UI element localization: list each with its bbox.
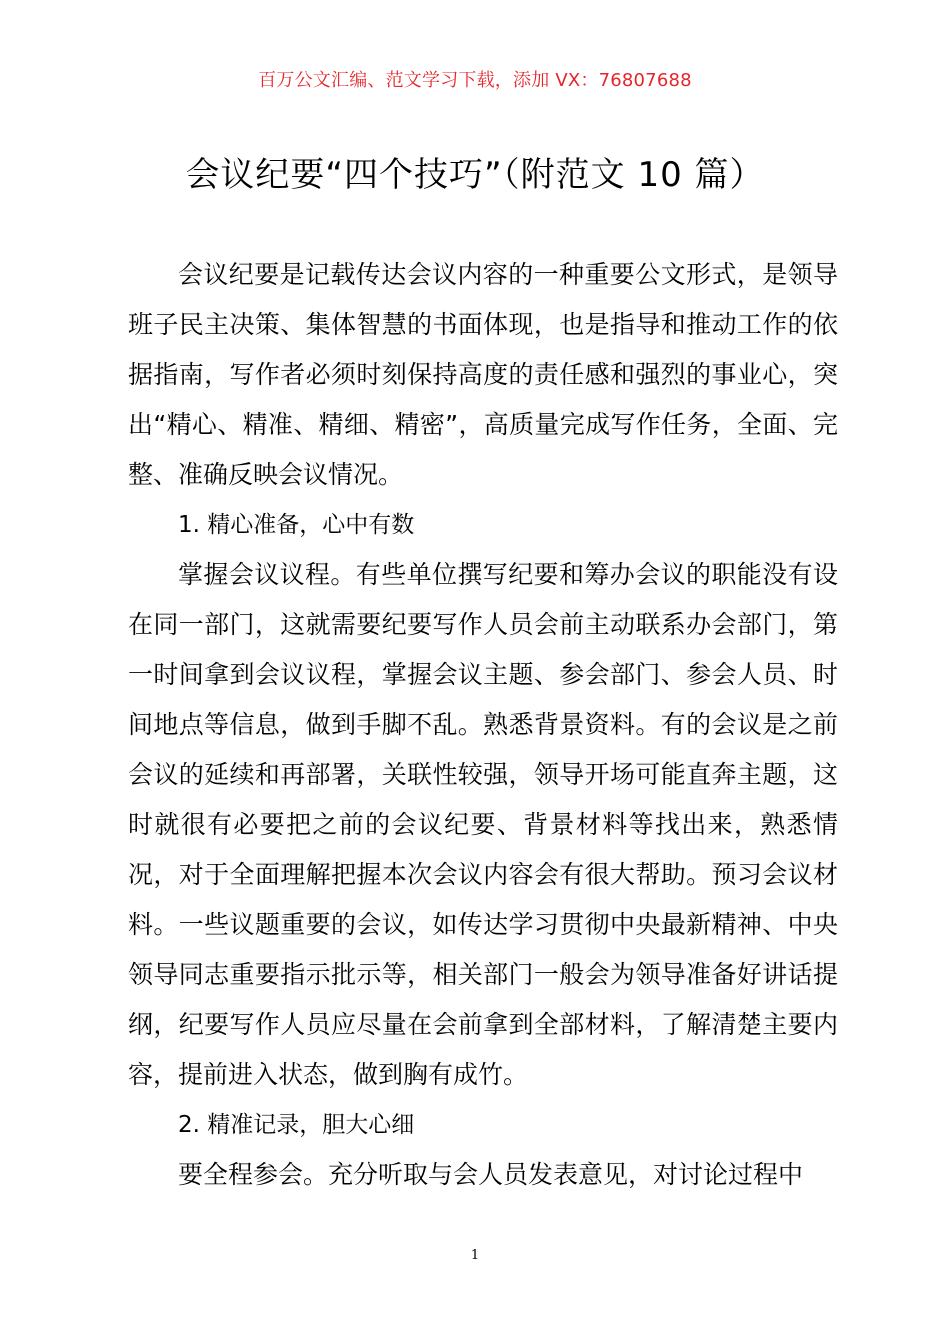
section-heading-2: 2. 精准记录，胆大心细: [178, 1112, 415, 1138]
document-body: [128, 250, 838, 1200]
section-2-paragraph: 要全程参会。充分听取与会人员发表意见，对讨论过程中: [178, 1160, 804, 1189]
intro-paragraph: 会议纪要是记载传达会议内容的一种重要公文形式，是领导班子民主决策、集体智慧的书面体现，也是指导和推动工作的依据指南，写作者必须时刻保持高度的责任感和强烈的事业心，突出“精心、精准、精细、精密”，高质量完成写作任务，全面、完整、准确反映会议情况。: [128, 260, 838, 489]
section-heading-1: 1. 精心准备，心中有数: [178, 512, 415, 538]
document-title: 会议纪要“四个技巧”（附范文 10 篇）: [185, 155, 765, 195]
section-1-paragraph: 掌握会议议程。有些单位撰写纪要和筹办会议的职能没有设在同一部门，这就需要纪要写作人员会前主动联系办会部门，第一时间拿到会议议程，掌握会议主题、参会部门、参会人员、时间地点等信息，做到手脚不乱。熟悉背景资料。有的会议是之前会议的延续和再部署，关联性较强，领导开场可能直奔主题，这时就很有必要把之前的会议纪要、背景材料等找出来，熟悉情况，对于全面理解把握本次会议内容会有很大帮助。预习会议材料。一些议题重要的会议，如传达学习贯彻中央最新精神、中央领导同志重要指示批示等，相关部门一般会为领导准备好讲话提纲，纪要写作人员应尽量在会前拿到全部材料，了解清楚主要内容，提前进入状态，做到胸有成竹。: [128, 560, 838, 1089]
header-watermark-note: 百万公文汇编、范文学习下载，添加 VX：76807688: [258, 70, 692, 91]
page-number: 1: [470, 1248, 480, 1263]
